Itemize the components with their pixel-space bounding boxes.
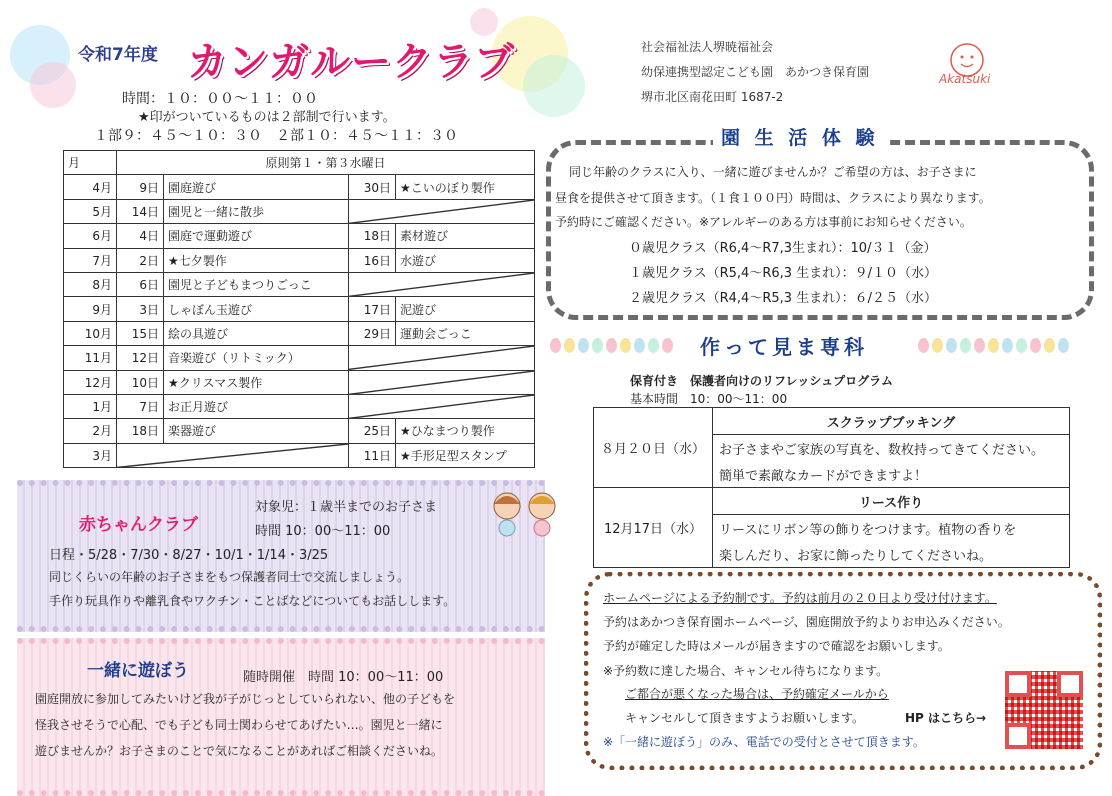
fiscal-year: 令和7年度 xyxy=(78,45,158,65)
table-row xyxy=(64,321,535,345)
empty-slot xyxy=(349,346,535,370)
session-times: １部９：４５～１０：３０ ２部１０：４５～１１：３０ xyxy=(94,128,458,144)
school-name: 幼保連携型認定こども園 あかつき保育園 xyxy=(641,65,870,79)
schedule-month: 5月 xyxy=(64,199,117,223)
time-line: 時間：１０：００～１１：００ xyxy=(122,91,318,107)
schedule-month: 9月 xyxy=(64,297,117,321)
trial-title: 園 生 活 体 験 xyxy=(713,123,886,150)
table-row xyxy=(64,394,535,418)
table-row xyxy=(64,224,535,248)
schedule-date: 9日 xyxy=(117,175,164,199)
play-together-panel xyxy=(17,638,545,796)
play-together-time: 随時開催 時間 10：00～11：00 xyxy=(243,670,444,685)
workshop-desc: 簡単で素敵なカードができますよ！ xyxy=(713,461,1070,488)
baby-club-time: 時間 10：00～11：00 xyxy=(255,524,391,539)
reservation-line2: 予約はあかつき保育園ホームページ、園庭開放予約よりお申込みください。 xyxy=(603,615,1010,629)
mother-baby-illustration xyxy=(487,486,567,542)
workshop-desc: お子さまやご家族の写真を、数枚持ってきてください。 xyxy=(713,435,1070,462)
trial-panel xyxy=(546,127,1094,320)
schedule-activity: お正月遊び xyxy=(164,394,349,418)
table-row xyxy=(594,408,1070,435)
workshop-desc: 楽しんだり、お家に飾ったりしてくださいね。 xyxy=(713,541,1070,568)
schedule-table xyxy=(63,150,535,468)
schedule-activity: 運動会ごっこ xyxy=(396,321,535,345)
table-row xyxy=(64,443,535,467)
reservation-line1: ホームページによる予約制です。予約は前月の２０日より受け付けます。 xyxy=(603,591,997,605)
qr-finder xyxy=(1005,723,1031,749)
reservation-line7: ※「一緒に遊ぼう」のみ、電話での受付とさせて頂きます。 xyxy=(603,735,925,749)
schedule-month: 7月 xyxy=(64,248,117,272)
org-name: 社会福祉法人堺暁福祉会 xyxy=(641,40,774,54)
schedule-date: 12日 xyxy=(117,346,164,370)
schedule-activity: しゃぼん玉遊び xyxy=(164,297,349,321)
workshop-name: スクラップブッキング xyxy=(713,408,1070,435)
workshop-subtitle: 保育付き 保護者向けのリフレッシュプログラム xyxy=(630,374,894,388)
schedule-month: 4月 xyxy=(64,175,117,199)
baby-club-title: 赤ちゃんクラブ xyxy=(79,515,198,535)
schedule-month: 8月 xyxy=(64,272,117,296)
reservation-line3: 予約が確定した時はメールが届きますので確認をお願いします。 xyxy=(603,639,950,653)
schedule-activity: 園庭遊び xyxy=(164,175,349,199)
empty-slot xyxy=(349,272,535,296)
schedule-month: 11月 xyxy=(64,346,117,370)
table-row xyxy=(64,346,535,370)
schedule-date: 2日 xyxy=(117,248,164,272)
schedule-activity: 音楽遊び（リトミック） xyxy=(164,346,349,370)
trial-class2: ２歳児クラス（R4,4～R5,3 生まれ）：６/２５（水） xyxy=(629,291,938,306)
table-row xyxy=(594,488,1070,515)
header-rule: 原則第１・第３水曜日 xyxy=(117,151,535,175)
schedule-activity: 園児と一緒に散歩 xyxy=(164,199,349,223)
play-together-desc3: 遊びませんか？お子さまのことで気になることがあればご相談くださいね。 xyxy=(35,744,444,758)
schedule-activity: 園児と子どもまつりごっこ xyxy=(164,272,349,296)
workshop-basic-time: 基本時間 10：00～11：00 xyxy=(630,392,788,406)
header-month: 月 xyxy=(64,151,117,175)
schedule-date: 17日 xyxy=(349,297,396,321)
table-row xyxy=(64,370,535,394)
schedule-date: 30日 xyxy=(349,175,396,199)
reservation-line4: ※予約数に達した場合、キャンセル待ちになります。 xyxy=(603,664,889,678)
qr-code[interactable] xyxy=(1005,671,1083,749)
schedule-activity: 園庭で運動遊び xyxy=(164,224,349,248)
decor-bubble xyxy=(30,62,76,108)
workshop-date: ８月２０日（水） xyxy=(594,408,713,488)
trial-class1: １歳児クラス（R5,4～R6,3 生まれ）：９/１０（水） xyxy=(629,266,938,281)
schedule-month: 3月 xyxy=(64,443,117,467)
table-row xyxy=(64,297,535,321)
decor-bubble xyxy=(523,55,585,117)
workshop-desc: リースにリボン等の飾りをつけます。植物の香りを xyxy=(713,515,1070,542)
table-row xyxy=(64,248,535,272)
schedule-activity: ★こいのぼり製作 xyxy=(396,175,535,199)
workshop-table xyxy=(593,407,1070,568)
address: 堺市北区南花田町 1687-2 xyxy=(641,90,784,104)
decor-dots-right xyxy=(918,338,1072,357)
schedule-date: 18日 xyxy=(117,419,164,443)
reservation-line5: ご都合が悪くなった場合は、予約確定メールから xyxy=(625,687,889,701)
schedule-date: 15日 xyxy=(117,321,164,345)
workshop-name: リース作り xyxy=(713,488,1070,515)
schedule-activity: 素材遊び xyxy=(396,224,535,248)
schedule-date: 3日 xyxy=(117,297,164,321)
workshop-date: 12月17日（水） xyxy=(594,488,713,568)
schedule-date: 4日 xyxy=(117,224,164,248)
baby-club-panel xyxy=(17,480,545,632)
table-header-row xyxy=(64,151,535,175)
decor-dots-left xyxy=(550,338,676,357)
empty-slot xyxy=(349,370,535,394)
schedule-month: 2月 xyxy=(64,419,117,443)
schedule-date: 6日 xyxy=(117,272,164,296)
schedule-activity: ★ひなまつり製作 xyxy=(396,419,535,443)
schedule-activity: ★七夕製作 xyxy=(164,248,349,272)
hp-link[interactable]: HP はこちら→ xyxy=(905,711,987,725)
schedule-date: 25日 xyxy=(349,419,396,443)
star-note: ★印がついているものは２部制で行います。 xyxy=(138,110,396,125)
schedule-activity: ★クリスマス製作 xyxy=(164,370,349,394)
schedule-date: 14日 xyxy=(117,199,164,223)
schedule-activity: 泥遊び xyxy=(396,297,535,321)
schedule-date: 10日 xyxy=(117,370,164,394)
empty-slot xyxy=(349,199,535,223)
schedule-month: 1月 xyxy=(64,394,117,418)
schedule-month: 12月 xyxy=(64,370,117,394)
baby-club-target: 対象児：１歳半までのお子さま xyxy=(255,500,438,515)
empty-slot xyxy=(117,443,349,467)
baby-club-desc2: 手作り玩具作りや離乳食やワクチン・ことばなどについてもお話しします。 xyxy=(49,594,456,608)
play-together-title: 一緒に遊ぼう xyxy=(87,661,189,681)
workshop-title: 作って見ま専科 xyxy=(700,335,868,359)
baby-club-desc1: 同じくらいの年齢のお子さまをもつ保護者同士で交流しましょう。 xyxy=(49,570,410,584)
trial-line3: 予約時にご確認ください。※アレルギーのある方は事前にお知らせください。 xyxy=(555,215,972,229)
table-row xyxy=(64,272,535,296)
schedule-date: 18日 xyxy=(349,224,396,248)
table-row xyxy=(64,419,535,443)
trial-class0: ０歳児クラス（R6,4～R7,3生まれ）：10/３１（金） xyxy=(629,241,937,256)
schedule-activity: 水遊び xyxy=(396,248,535,272)
table-row xyxy=(64,175,535,199)
schedule-activity: ★手形足型スタンプ xyxy=(396,443,535,467)
play-together-desc2: 怪我させそうで心配、でも子ども同士関わらせてあげたい…。園児と一緒に xyxy=(35,718,443,732)
schedule-date: 11日 xyxy=(349,443,396,467)
logo-text: Akatsuki xyxy=(939,72,991,86)
table-row xyxy=(64,199,535,223)
schedule-month: 6月 xyxy=(64,224,117,248)
play-together-desc1: 園庭開放に参加してみたいけど我が子がじっとしていられない、他の子どもを xyxy=(35,692,456,706)
schedule-date: 29日 xyxy=(349,321,396,345)
schedule-date: 16日 xyxy=(349,248,396,272)
schedule-activity: 楽器遊び xyxy=(164,419,349,443)
qr-finder xyxy=(1057,671,1083,697)
schedule-month: 10月 xyxy=(64,321,117,345)
reservation-line6: キャンセルして頂きますようお願いします。 xyxy=(625,711,865,725)
trial-line1: 同じ年齢のクラスに入り、一緒に遊びませんか？ご希望の方は、お子さまに xyxy=(569,165,977,179)
school-logo xyxy=(935,38,995,90)
empty-slot xyxy=(349,394,535,418)
trial-line2: 昼食を提供させて頂きます。（１食１００円）時間は、クラスにより異なります。 xyxy=(555,191,991,205)
baby-club-dates: 日程・5/28・7/30・8/27・10/1・1/14・3/25 xyxy=(49,548,329,563)
qr-finder xyxy=(1005,671,1031,697)
reservation-panel xyxy=(584,572,1102,770)
schedule-date: 7日 xyxy=(117,394,164,418)
club-title: カンガルークラブ xyxy=(187,39,515,85)
schedule-activity: 絵の具遊び xyxy=(164,321,349,345)
